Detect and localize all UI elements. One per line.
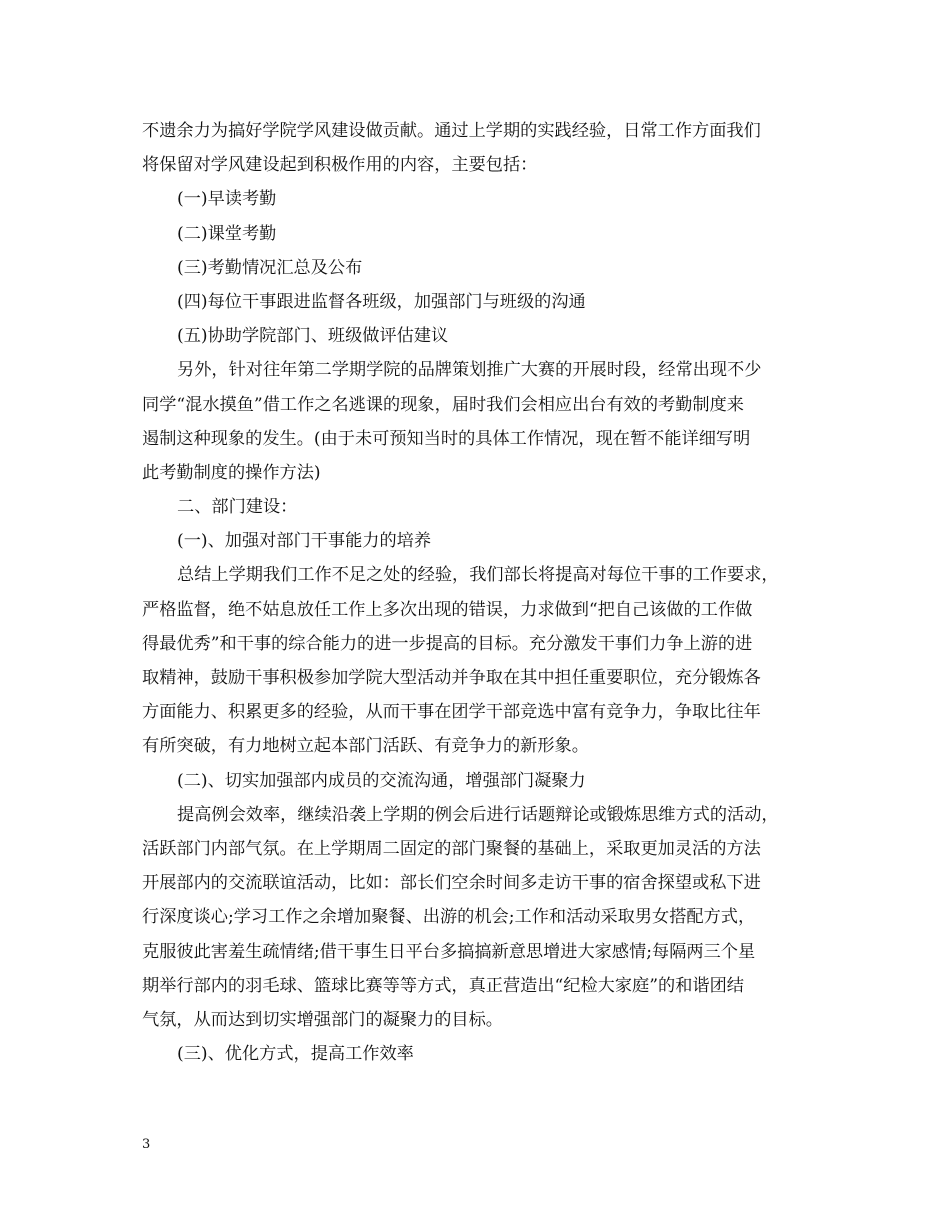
text-line: (二)课堂考勤 xyxy=(177,223,277,244)
text-line: 此考勤制度的操作方法) xyxy=(142,462,321,483)
text-line: 得最优秀”和干事的综合能力的进一步提高的目标。充分激发干事们力争上游的进 xyxy=(142,633,753,654)
text-line: 二、部门建设： xyxy=(177,497,298,518)
text-line: (三)考勤情况汇总及公布 xyxy=(177,257,363,278)
text-line: 总结上学期我们工作不足之处的经验，我们部长将提高对每位干事的工作要求， xyxy=(177,565,779,586)
text-line: (二)、切实加强部内成员的交流沟通，增强部门凝聚力 xyxy=(177,770,586,791)
text-line: 开展部内的交流联谊活动，比如：部长们空余时间多走访干事的宿舍探望或私下进 xyxy=(142,873,761,894)
text-line: (五)协助学院部门、班级做评估建议 xyxy=(177,326,449,347)
page-number: 3 xyxy=(142,1137,151,1152)
text-line: 行深度谈心;学习工作之余增加聚餐、出游的机会;工作和活动采取男女搭配方式， xyxy=(142,907,756,928)
text-line: (四)每位干事跟进监督各班级，加强部门与班级的沟通 xyxy=(177,291,586,312)
text-line: 有所突破，有力地树立起本部门活跃、有竞争力的新形象。 xyxy=(142,736,589,757)
text-line: 遏制这种现象的发生。(由于未可预知当时的具体工作情况，现在暂不能详细写明 xyxy=(142,428,751,449)
text-line: 活跃部门内部气氛。在上学期周二固定的部门聚餐的基础上，采取更加灵活的方法 xyxy=(142,838,761,859)
text-line: 期举行部内的羽毛球、篮球比赛等等方式，真正营造出“纪检大家庭”的和谐团结 xyxy=(142,975,744,996)
text-line: 严格监督，绝不姑息放任工作上多次出现的错误，力求做到“把自己该做的工作做 xyxy=(142,599,753,620)
text-line: 提高例会效率，继续沿袭上学期的例会后进行话题辩论或锻炼思维方式的活动， xyxy=(177,804,779,825)
text-line: 取精神，鼓励干事积极参加学院大型活动并争取在其中担任重要职位，充分锻炼各 xyxy=(142,668,761,688)
text-line: (一)、加强对部门干事能力的培养 xyxy=(177,531,432,552)
text-line: (三)、优化方式，提高工作效率 xyxy=(177,1044,414,1065)
text-line: 同学“混水摸鱼”借工作之名逃课的现象，届时我们会相应出台有效的考勤制度来 xyxy=(142,394,744,415)
document-body xyxy=(142,114,814,1071)
text-line: 不遗余力为搞好学院学风建设做贡献。通过上学期的实践经验，日常工作方面我们 xyxy=(142,121,761,141)
text-line: 将保留对学风建设起到积极作用的内容，主要包括： xyxy=(142,155,538,176)
text-line: (一)早读考勤 xyxy=(177,189,277,210)
text-line: 克服彼此害羞生疏情绪;借干事生日平台多搞搞新意思增进大家感情;每隔两三个星 xyxy=(142,941,756,962)
text-line: 气氛，从而达到切实增强部门的凝聚力的目标。 xyxy=(142,1009,503,1030)
text-line: 方面能力、积累更多的经验，从而干事在团学干部竞选中富有竞争力，争取比往年 xyxy=(142,702,761,723)
text-line: 另外，针对往年第二学期学院的品牌策划推广大赛的开展时段，经常出现不少 xyxy=(177,360,762,381)
